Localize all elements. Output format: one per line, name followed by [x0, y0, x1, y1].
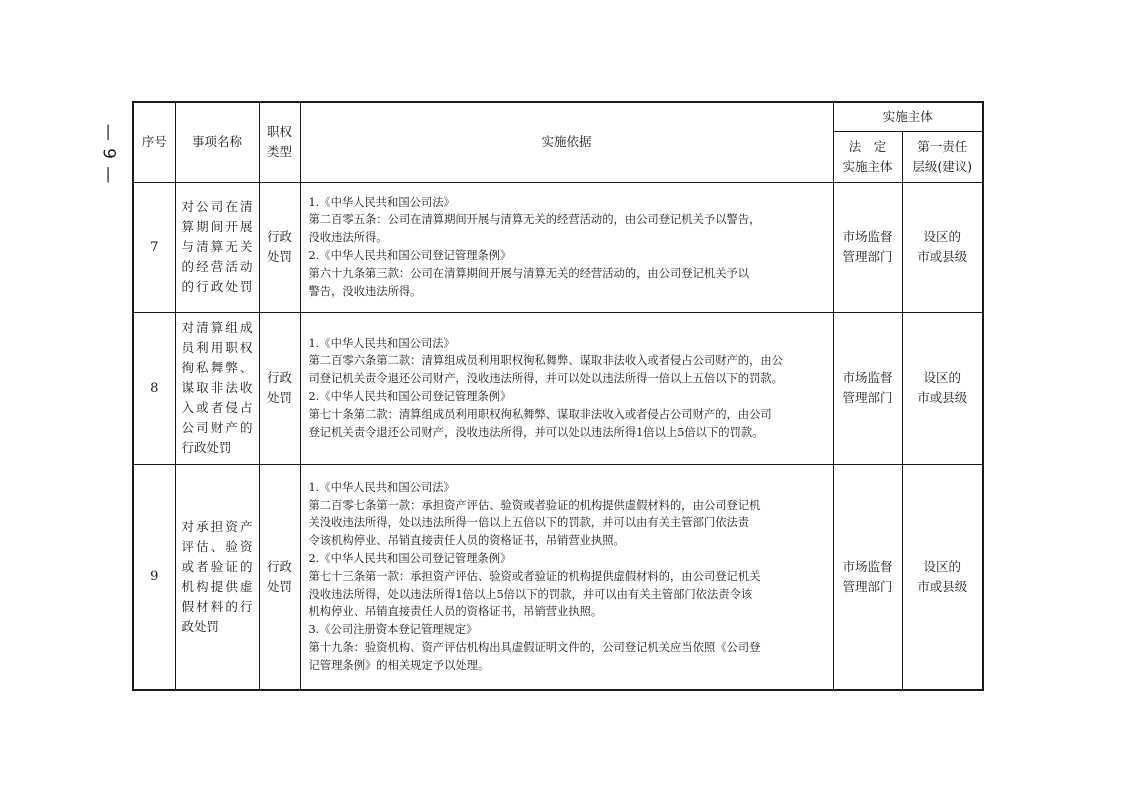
- basis-line: 第十九条：验资机构、资产评估机构出具虚假证明文件的，公司登记机关应当依照《公司登: [308, 641, 761, 655]
- page-number-label: — 9 —: [98, 123, 118, 185]
- table-header: [133, 102, 983, 182]
- level-line: 设区的: [923, 558, 962, 574]
- basis-line: 机构停业、吊销直接责任人员的资格证书，吊销营业执照。: [308, 605, 603, 619]
- entity-line: 市场监督: [842, 370, 893, 385]
- basis-line: 1.《中华人民共和国公司法》: [308, 195, 455, 209]
- basis-line: 3.《公司注册资本登记管理规定》: [308, 623, 478, 637]
- row-power-type: [259, 464, 300, 690]
- matter-line: 对承担资产: [181, 518, 253, 534]
- matter-line: 机构提供虚: [181, 578, 253, 594]
- row-legal-entity: [833, 464, 902, 690]
- row-matter-name: [175, 312, 259, 464]
- type-line: 处罚: [266, 578, 292, 594]
- basis-line: 第二百零六条第二款：清算组成员利用职权徇私舞弊、谋取非法收入或者侵占公司财产的，由公: [308, 354, 783, 368]
- header-power-type-line1: 职权: [266, 124, 292, 140]
- basis-line: 第六十九条第三款：公司在清算期间开展与清算无关的经营活动的，由公司登记机关予以: [308, 266, 750, 280]
- type-line: 行政: [266, 370, 292, 385]
- header-power-type: [259, 102, 300, 182]
- basis-line: 记管理条例》的相关规定予以处理。: [308, 658, 490, 672]
- matter-line: 对清算组成: [181, 320, 253, 335]
- level-line: 设区的: [923, 229, 962, 244]
- basis-line: 警告，没收违法所得。: [308, 284, 422, 298]
- entity-line: 管理部门: [842, 578, 893, 594]
- basis-line: 2.《中华人民共和国公司登记管理条例》: [308, 390, 512, 403]
- type-line: 处罚: [266, 249, 292, 264]
- row-seq: 8: [133, 312, 175, 464]
- row-responsibility-level: [902, 312, 983, 464]
- basis-line: 关没收违法所得，处以违法所得一倍以上五倍以下的罚款，并可以由有关主管部门依法责: [308, 516, 750, 530]
- type-line: 行政: [266, 229, 292, 244]
- row-responsibility-level: [902, 182, 983, 312]
- row-legal-entity: [833, 182, 902, 312]
- row-matter-name: [175, 464, 259, 690]
- page-number: [96, 118, 120, 190]
- matter-line: 评估、验资: [181, 538, 253, 554]
- basis-line: 第七十三条第一款：承担资产评估、验资或者验证的机构提供虚假材料的，由公司登记机关: [308, 569, 761, 583]
- matter-line: 算期间开展: [181, 219, 253, 234]
- table-row: [133, 182, 983, 312]
- header-legal-entity-line1: 法 定: [848, 138, 887, 154]
- matter-line: 对公司在清: [181, 199, 253, 214]
- basis-line: 没收违法所得。: [308, 231, 388, 245]
- level-line: 设区的: [923, 370, 962, 385]
- header-seq: 序号: [133, 102, 175, 182]
- basis-line: 没收违法所得，处以违法所得1倍以上5倍以下的罚款，并可以由有关主管部门依法责令该: [308, 587, 753, 601]
- basis-line: 第七十条第二款：清算组成员利用职权徇私舞弊、谋取非法收入或者侵占公司财产的，由公司: [308, 407, 772, 421]
- table-row: [133, 464, 983, 690]
- entity-line: 管理部门: [842, 390, 893, 405]
- level-line: 市或县级: [917, 249, 968, 264]
- header-legal-entity: [833, 131, 902, 182]
- header-matter-name: 事项名称: [175, 102, 259, 182]
- matter-line: 的行政处罚: [181, 279, 253, 294]
- table-row: [133, 312, 983, 464]
- basis-line: 2.《中华人民共和国公司登记管理条例》: [308, 552, 512, 566]
- basis-line: 2.《中华人民共和国公司登记管理条例》: [308, 249, 512, 262]
- header-legal-entity-line2: 实施主体: [842, 158, 893, 174]
- matter-line: 与清算无关: [181, 239, 253, 254]
- basis-line: 司登记机关责令退还公司财产，没收违法所得，并可以处以违法所得一倍以上五倍以下的罚款。: [308, 372, 783, 386]
- entity-line: 管理部门: [842, 249, 893, 264]
- type-line: 行政: [266, 558, 292, 574]
- matter-line: 员利用职权: [181, 340, 253, 355]
- row-basis: [300, 312, 833, 464]
- matter-line: 入或者侵占: [181, 400, 253, 415]
- matter-line: 行政处罚: [181, 440, 232, 455]
- matter-line: 或者验证的: [181, 558, 253, 574]
- basis-line: 第二百零五条：公司在清算期间开展与清算无关的经营活动的，由公司登记机关予以警告，: [308, 213, 761, 227]
- matter-line: 谋取非法收: [181, 380, 253, 395]
- basis-line: 令该机构停业、吊销直接责任人员的资格证书，吊销营业执照。: [308, 534, 625, 548]
- header-power-type-line2: 类型: [266, 144, 292, 160]
- header-first-resp-line1: 第一责任: [917, 138, 968, 154]
- type-line: 处罚: [266, 390, 292, 405]
- header-first-resp-line2: 层级(建议): [912, 158, 973, 174]
- row-basis: [300, 464, 833, 690]
- matter-line: 徇私舞弊、: [181, 360, 253, 375]
- row-matter-name: [175, 182, 259, 312]
- row-seq: 7: [133, 182, 175, 312]
- header-basis: 实施依据: [300, 102, 833, 182]
- row-power-type: [259, 182, 300, 312]
- row-seq: 9: [133, 464, 175, 690]
- basis-line: 1.《中华人民共和国公司法》: [308, 336, 455, 350]
- enforcement-matters-table: [132, 101, 984, 691]
- basis-line: 登记机关责令退还公司财产，没收违法所得，并可以处以违法所得1倍以上5倍以下的罚款。: [308, 425, 764, 439]
- matter-line: 政处罚: [181, 618, 220, 634]
- matter-line: 的经营活动: [181, 259, 253, 274]
- header-first-responsibility: [902, 131, 983, 182]
- entity-line: 市场监督: [842, 229, 893, 244]
- row-basis: [300, 182, 833, 312]
- basis-line: 1.《中华人民共和国公司法》: [308, 480, 455, 494]
- entity-line: 市场监督: [842, 558, 893, 574]
- basis-line: 第二百零七条第一款：承担资产评估、验资或者验证的机构提供虚假材料的，由公司登记机: [308, 498, 761, 512]
- row-power-type: [259, 312, 300, 464]
- level-line: 市或县级: [917, 578, 968, 594]
- level-line: 市或县级: [917, 390, 968, 405]
- row-legal-entity: [833, 312, 902, 464]
- matter-line: 假材料的行: [181, 598, 253, 614]
- row-responsibility-level: [902, 464, 983, 690]
- header-implementer-group: 实施主体: [833, 102, 983, 131]
- matter-line: 公司财产的: [181, 420, 253, 435]
